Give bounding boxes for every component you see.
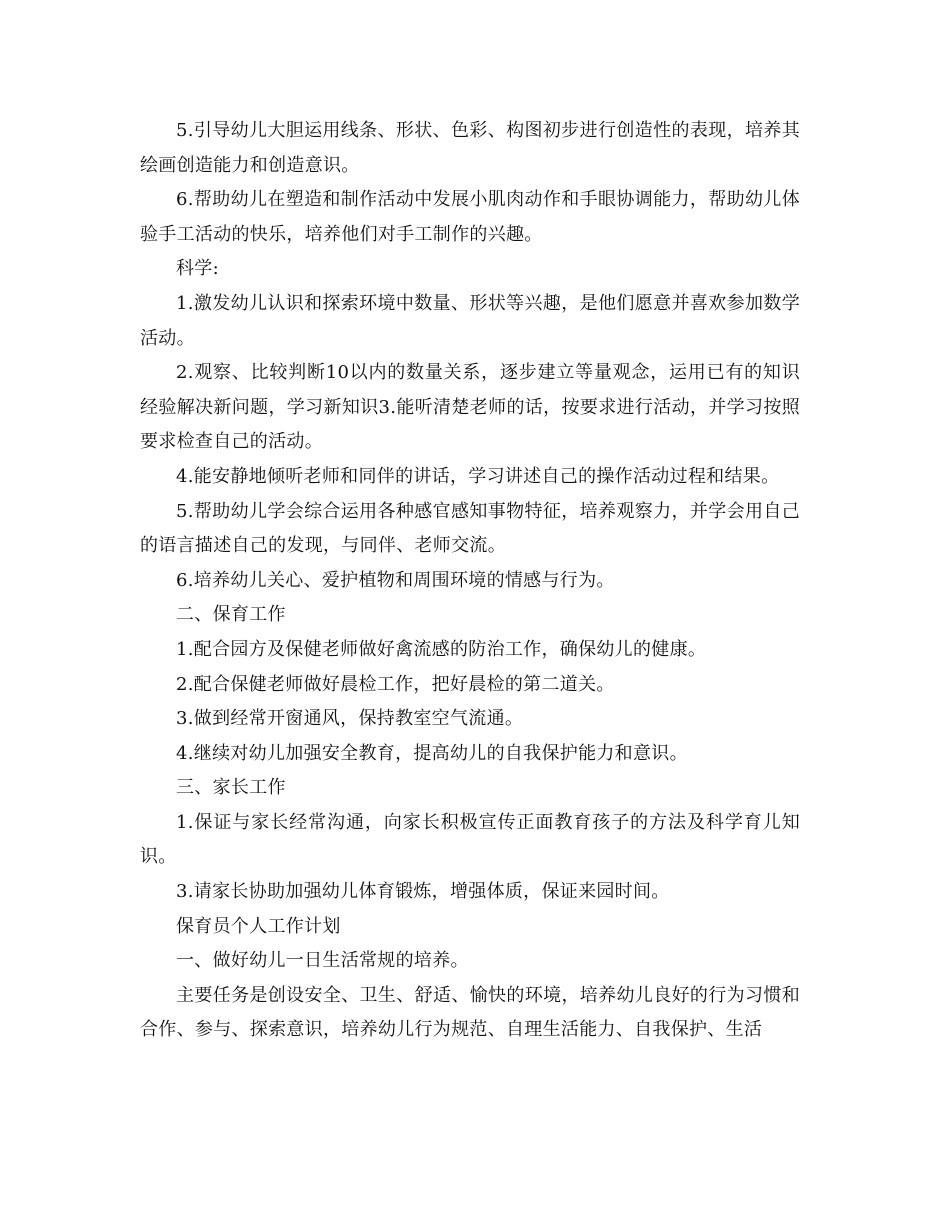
paragraph-art-goal-5: 5.引导幼儿大胆运用线条、形状、色彩、构图初步进行创造性的表现，培养其绘画创造能力和创造意识。	[140, 120, 800, 176]
paragraph-care-item-3: 3.做到经常开窗通风，保持教室空气流通。	[176, 708, 524, 730]
paragraph-science-goal-1: 1.激发幼儿认识和探索环境中数量、形状等兴趣，是他们愿意并喜欢参加数学活动。	[140, 292, 800, 349]
paragraph-parent-item-1: 1.保证与家长经常沟通，向家长积极宣传正面教育孩子的方法及科学育儿知识。	[140, 811, 800, 868]
paragraph-science-goal-2: 2.观察、比较判断10以内的数量关系，逐步建立等量观念，运用已有的知识经验解决新问题，学习新知识3.能听清楚老师的话，按要求进行活动，并学习按照要求检查自己的活动。	[140, 362, 800, 453]
paragraph-parent-item-3: 3.请家长协助加强幼儿体育锻炼，增强体质，保证来园时间。	[176, 881, 670, 903]
paragraph-science-goal-6: 6.培养幼儿关心、爱护植物和周围环境的情感与行为。	[176, 569, 615, 591]
section-heading-parent-work: 三、家长工作	[176, 777, 286, 799]
paragraph-care-item-1: 1.配合园方及保健老师做好禽流感的防治工作，确保幼儿的健康。	[176, 638, 707, 660]
paragraph-science-goal-4: 4.能安静地倾听老师和同伴的讲话，学习讲述自己的操作活动过程和结果。	[176, 465, 780, 487]
paragraph-science-goal-5: 5.帮助幼儿学会综合运用各种感官感知事物特征，培养观察力，并学会用自己的语言描述自己的发现，与同伴、老师交流。	[140, 500, 800, 557]
section-heading-caregiver-plan: 保育员个人工作计划	[176, 915, 341, 937]
document-body	[140, 114, 800, 1048]
paragraph-main-task: 主要任务是创设安全、卫生、舒适、愉快的环境，培养幼儿良好的行为习惯和合作、参与、探索意识，培养幼儿行为规范、自理生活能力、自我保护、生活	[140, 984, 800, 1041]
subheading-daily-routine: 一、做好幼儿一日生活常规的培养。	[176, 950, 469, 972]
section-heading-care-work: 二、保育工作	[176, 604, 286, 626]
section-heading-science: 科学:	[176, 258, 219, 280]
paragraph-care-item-2: 2.配合保健老师做好晨检工作，把好晨检的第二道关。	[176, 673, 615, 695]
paragraph-art-goal-6: 6.帮助幼儿在塑造和制作活动中发展小肌肉动作和手眼协调能力，帮助幼儿体验手工活动的快乐，培养他们对手工制作的兴趣。	[140, 189, 800, 245]
paragraph-care-item-4: 4.继续对幼儿加强安全教育，提高幼儿的自我保护能力和意识。	[176, 742, 688, 764]
